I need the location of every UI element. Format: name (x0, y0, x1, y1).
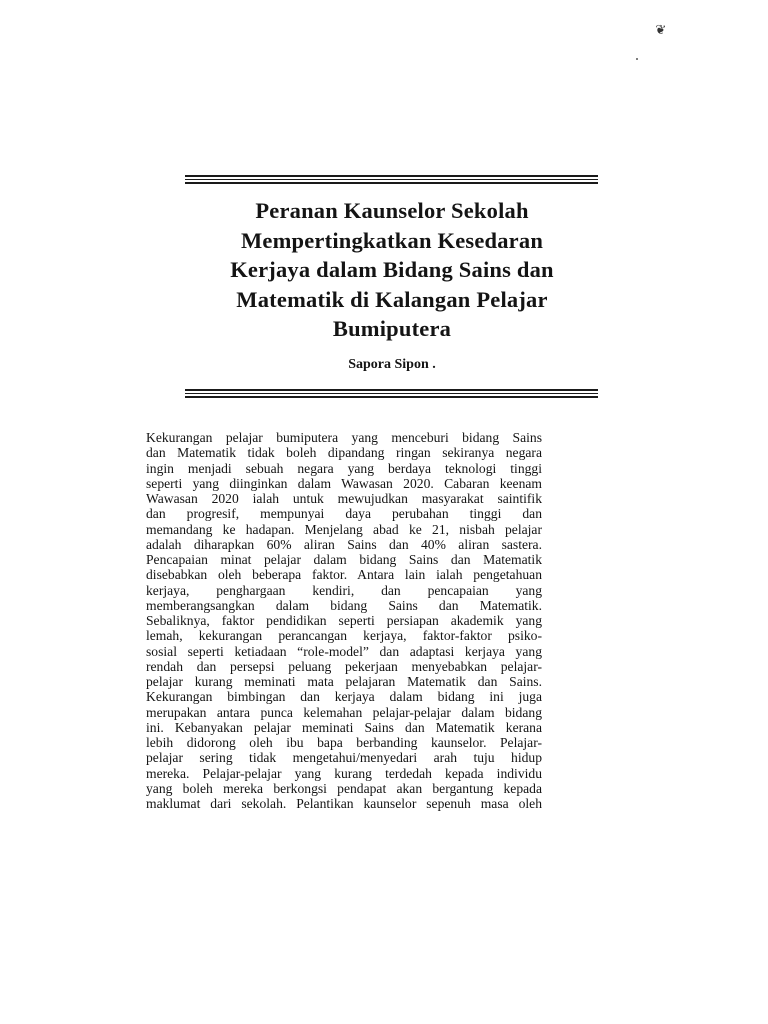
body-line: pelajar sering tidak mengetahui/menyedari arah tuju hidup (146, 750, 542, 766)
body-line: yang boleh mereka berkongsi pendapat akan bergantung kepada (146, 780, 542, 796)
body-line: lemah, kekurangan perancangan kerjaya, faktor-faktor psiko- (146, 628, 542, 644)
body-line: disebabkan oleh beberapa faktor. Antara lain ialah pengetahuan (146, 567, 542, 583)
body-line: maklumat dari sekolah. Pelantikan kaunselor sepenuh masa oleh (146, 796, 542, 811)
body-line: ingin menjadi sebuah negara yang berdaya teknologi tinggi (146, 460, 542, 476)
body-line: ini. Kebanyakan pelajar meminati Sains dan Matematik kerana (146, 719, 542, 735)
body-line: Sebaliknya, faktor pendidikan seperti persiapan akademik yang (146, 613, 542, 628)
body-line: kerjaya, penghargaan kendiri, dan pencapaian yang (146, 582, 542, 598)
bottom-double-rule (185, 389, 598, 399)
body-line: Pencapaian minat pelajar dalam bidang Sains dan Matematik (146, 552, 542, 567)
body-line: lebih didorong oleh ibu bapa berbanding kaunselor. Pelajar- (146, 735, 542, 750)
body-line: adalah diharapkan 60% aliran Sains dan 40% aliran sastera. (146, 536, 542, 552)
title-line: Mempertingkatkan Kesedaran (240, 227, 544, 253)
title-line: Matematik di Kalangan Pelajar (236, 286, 548, 312)
body-line: mereka. Pelajar-pelajar yang kurang terdedah kepada individu (146, 765, 542, 781)
body-paragraph (146, 430, 542, 811)
body-line: seperti yang diinginkan dalam Wawasan 2020. Cabaran keenam (146, 475, 542, 491)
article-title (150, 196, 634, 344)
author-name: Sapora Sipon . (348, 357, 436, 372)
title-line: Kerjaya dalam Bidang Sains dan (230, 257, 554, 283)
body-line: Wawasan 2020 ialah untuk mewujudkan masyarakat saintifik (146, 491, 542, 506)
body-line: sosial seperti ketiadaan “role-model” dan adaptasi kerjaya yang (146, 643, 542, 659)
body-line: rendah dan persepsi peluang pekerjaan menyebabkan pelajar- (146, 658, 542, 674)
body-line: Kekurangan pelajar bumiputera yang menceburi bidang Sains (146, 430, 542, 445)
body-line: dan progresif, mempunyai daya perubahan tinggi dan (146, 506, 542, 522)
body-line: pelajar kurang meminati mata pelajaran Matematik dan Sains. (146, 674, 542, 689)
body-line: dan Matematik tidak boleh dipandang ringan sekiranya negara (146, 445, 542, 461)
corner-ornament-icon: ❦ (654, 21, 667, 38)
top-double-rule (185, 175, 598, 185)
body-line: Kekurangan bimbingan dan kerjaya dalam bidang ini juga (146, 689, 542, 705)
title-line: Bumiputera (332, 316, 452, 342)
body-line: memandang ke hadapan. Menjelang abad ke 21, nisbah pelajar (146, 521, 542, 537)
scan-speck (636, 58, 638, 60)
body-line: memberangsangkan dalam bidang Sains dan Matematik. (146, 597, 542, 613)
title-line: Peranan Kaunselor Sekolah (255, 198, 529, 223)
body-line: merupakan antara punca kelemahan pelajar-pelajar dalam bidang (146, 704, 542, 720)
